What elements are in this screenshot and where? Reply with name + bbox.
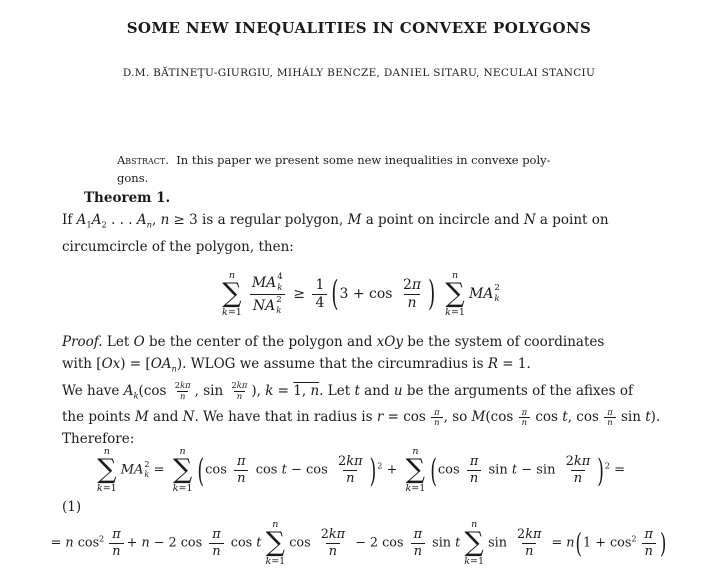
proof-line-1: Proof. Let O be the center of the polygon and xOy be the system of coordinates (62, 334, 605, 350)
theorem-inequality-equation: n ∑ k=1 MA 4 k NA 2 k ≥ $\frac{1}{4}$ (3 + cos $\frac{2\pi}{n}$ ) n ∑ k=1 MA 2 k (222, 270, 500, 319)
paper-authors: D.M. BĂTINEŢU-GIURGIU, MIHÁLY BENCZE, DANIEL SITARU, NECULAI STANCIU (122, 67, 596, 79)
proof-line-5: Therefore: (62, 431, 135, 448)
abstract-section (117, 152, 611, 187)
sum-expansion-equation: n ∑ k=1 MA 2 k = n ∑ k=1 (cos $\frac{\pi}{n}$ cos t − cos $\frac{2k\pi}{n}$ )$^2$ + n ∑ k=1 (cos $\frac{\pi}{n}$ sin t − sin $\frac{2k\pi}{n}$ )$^2$ = (96, 446, 626, 495)
abstract-line-1: Abstract. In this paper we present some new inequalities in convexe poly- (117, 153, 551, 167)
equation-1-result: = n $\cos^2$ $\frac{\pi}{n}$ + n − 2 cos $\frac{\pi}{n}$ cos t n ∑ k=1 cos $\frac{2k\pi}{n}$ − 2 cos $\frac{\pi}{n}$ sin t n ∑ k=1 sin $\frac{2k\pi}{n}$ = $n(1 + \cos^2$ $\frac{\pi}{n}$ ) (50, 519, 667, 568)
theorem-line-1: If $A_1A_2$ . . . $A_n$, n ≥ 3 is a regular polygon, M a point on incircle and N a point on (62, 212, 609, 230)
theorem-line-2: circumcircle of the polygon, then: (62, 238, 294, 255)
equation-number: (1) (62, 499, 82, 515)
paper-title: SOME NEW INEQUALITIES IN CONVEXE POLYGONS (126, 19, 592, 37)
proof-paragraph (62, 331, 714, 450)
theorem-statement (62, 209, 708, 258)
proof-line-4: the points M and N. We have that in radius is r = cos $\frac{\pi}{n}$ , so M(cos $\frac{\pi}{n}$ cos t, cos $\frac{\pi}{n}$ sin t). (62, 406, 661, 428)
proof-line-2: with $[Ox) = [OA_n)$. WLOG we assume that the circumradius is R = 1. (62, 356, 531, 374)
theorem-heading: Theorem 1. (84, 190, 171, 206)
abstract-line-2: gons. (117, 170, 149, 185)
proof-line-3: We have $A_k(\cos$ $\frac{2k\pi}{n}$ , sin $\frac{2k\pi}{n}$ ), k = 1, n. Let t and u be the arguments of the afixes of (62, 380, 633, 401)
